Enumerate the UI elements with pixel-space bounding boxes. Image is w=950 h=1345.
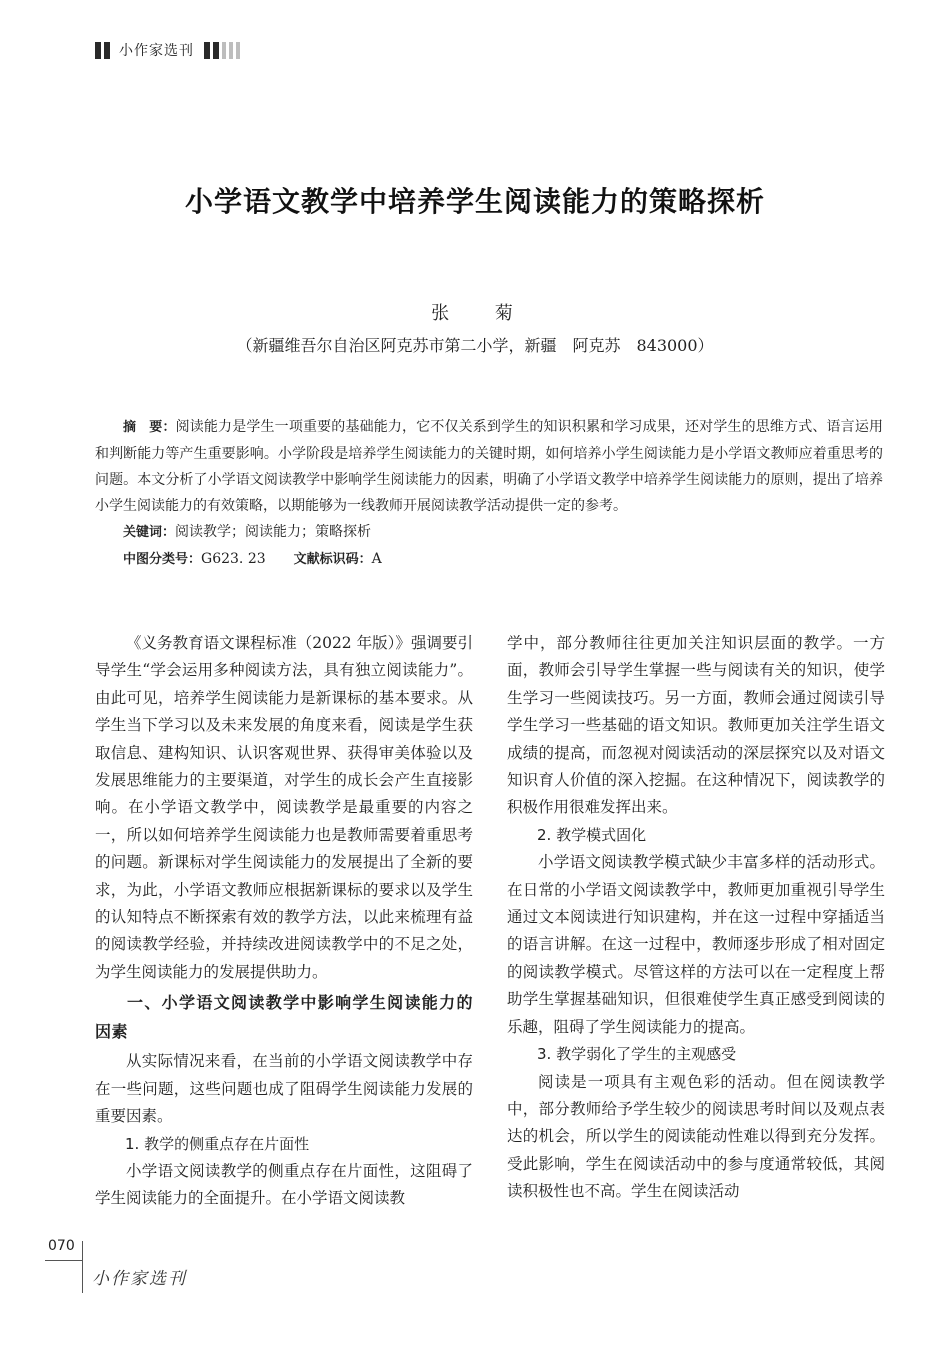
- classification-line: [123, 546, 883, 573]
- abstract-text: 阅读能力是学生一项重要的基础能力，它不仅关系到学生的知识积累和学习成果，还对学生的思维方式、语言运用和判断能力等产生重要影响。小学阶段是培养学生阅读能力的关键时期，如何培养小学生阅读能力是小学语文教师应着重思考的问题。本文分析了小学语文阅读教学中影响学生阅读能力的因素，明确了小学语文教学中培养学生阅读能力的原则，提出了培养小学生阅读能力的有效策略，以期能够为一线教师开展阅读教学活动提供一定的参考。: [95, 419, 883, 514]
- body-paragraph: 小学语文阅读教学模式缺少丰富多样的活动形式。在日常的小学语文阅读教学中，教师更加重视引导学生通过文本阅读进行知识建构，并在这一过程中穿插适当的语言讲解。在这一过程中，教师逐步形成了相对固定的阅读教学模式。尽管这样的方法可以在一定程度上帮助学生掌握基础知识，但很难使学生真正感受到阅读的乐趣，阻碍了学生阅读能力的提高。: [507, 853, 885, 1036]
- section-heading: 一、小学语文阅读教学中影响学生阅读能力的因素: [95, 993, 473, 1042]
- footer-divider: [82, 1241, 83, 1293]
- body-paragraph: 从实际情况来看，在当前的小学语文阅读教学中存在一些问题，这些问题也成了阻碍学生阅读能力发展的重要因素。: [95, 1052, 473, 1126]
- article-author: 张 菊: [431, 303, 533, 324]
- abstract-paragraph: [95, 414, 883, 519]
- journal-name: 小作家选刊: [119, 43, 194, 59]
- header-bar-icon: [204, 42, 210, 59]
- author-affiliation: （新疆维吾尔自治区阿克苏市第二小学，新疆 阿克苏 843000）: [236, 336, 714, 355]
- page-number: 070: [48, 1238, 75, 1254]
- subsection-heading: 3. 教学弱化了学生的主观感受: [537, 1045, 737, 1064]
- footer-divider: [45, 1260, 82, 1261]
- article-title: 小学语文教学中培养学生阅读能力的策略探析: [184, 185, 765, 218]
- journal-header: [95, 40, 243, 60]
- body-paragraph: 小学语文阅读教学的侧重点存在片面性，这阻碍了学生阅读能力的全面提升。在小学语文阅读教: [95, 1161, 473, 1208]
- abstract-block: [95, 414, 883, 573]
- body-paragraph: 《义务教育语文课程标准（2022 年版）》强调要引导学生“学会运用多种阅读方法，具有独立阅读能力”。由此可见，培养学生阅读能力是新课标的基本要求。从学生当下学习以及未来发展的角度来看，阅读是学生获取信息、建构知识、认识客观世界、获得审美体验以及发展思维能力的主要渠道，对学生的成长会产生直接影响。在小学语文教学中，阅读教学是最重要的内容之一，所以如何培养学生阅读能力也是教师需要着重思考的问题。新课标对学生阅读能力的发展提出了全新的要求，为此，小学语文教师应根据新课标的要求以及学生的认知特点不断探索有效的教学方法，以此来梳理有益的阅读教学经验，并持续改进阅读教学中的不足之处，为学生阅读能力的发展提供助力。: [95, 634, 473, 981]
- keywords-line: [123, 519, 883, 546]
- keywords-text: 阅读教学；阅读能力；策略探析: [175, 524, 372, 540]
- abstract-label: 摘 要：: [123, 420, 176, 435]
- left-column: [95, 630, 473, 1213]
- clc-value: G623. 23: [201, 551, 266, 567]
- doc-code-value: A: [371, 551, 382, 567]
- doc-code-label: 文献标识码：: [293, 552, 372, 567]
- right-column: [507, 630, 885, 1206]
- clc-label: 中图分类号：: [123, 552, 202, 567]
- header-bar-icon: [213, 42, 219, 59]
- footer-logo: 小作家选刊: [92, 1269, 187, 1289]
- subsection-heading: 2. 教学模式固化: [537, 825, 647, 844]
- body-paragraph: 学中，部分教师往往更加关注知识层面的教学。一方面，教师会引导学生掌握一些与阅读有关的知识，使学生学习一些阅读技巧。另一方面，教师会通过阅读引导学生学习一些基础的语文知识。教师更加关注学生语文成绩的提高，而忽视对阅读活动的深层探究以及对语文知识育人价值的深入挖掘。在这种情况下，阅读教学的积极作用很难发挥出来。: [507, 634, 885, 817]
- header-bar-icon: [104, 42, 110, 59]
- header-bar-icon: [222, 42, 226, 59]
- subsection-heading: 1. 教学的侧重点存在片面性: [125, 1134, 310, 1153]
- keywords-label: 关键词：: [123, 525, 176, 540]
- header-bar-icon: [236, 42, 240, 59]
- header-bar-icon: [229, 42, 233, 59]
- header-bar-icon: [95, 42, 101, 59]
- body-paragraph: 阅读是一项具有主观色彩的活动。但在阅读教学中，部分教师给予学生较少的阅读思考时间以及观点表达的机会，所以学生的阅读能动性难以得到充分发挥。受此影响，学生在阅读活动中的参与度通常较低，其阅读积极性也不高。学生在阅读活动: [507, 1072, 885, 1201]
